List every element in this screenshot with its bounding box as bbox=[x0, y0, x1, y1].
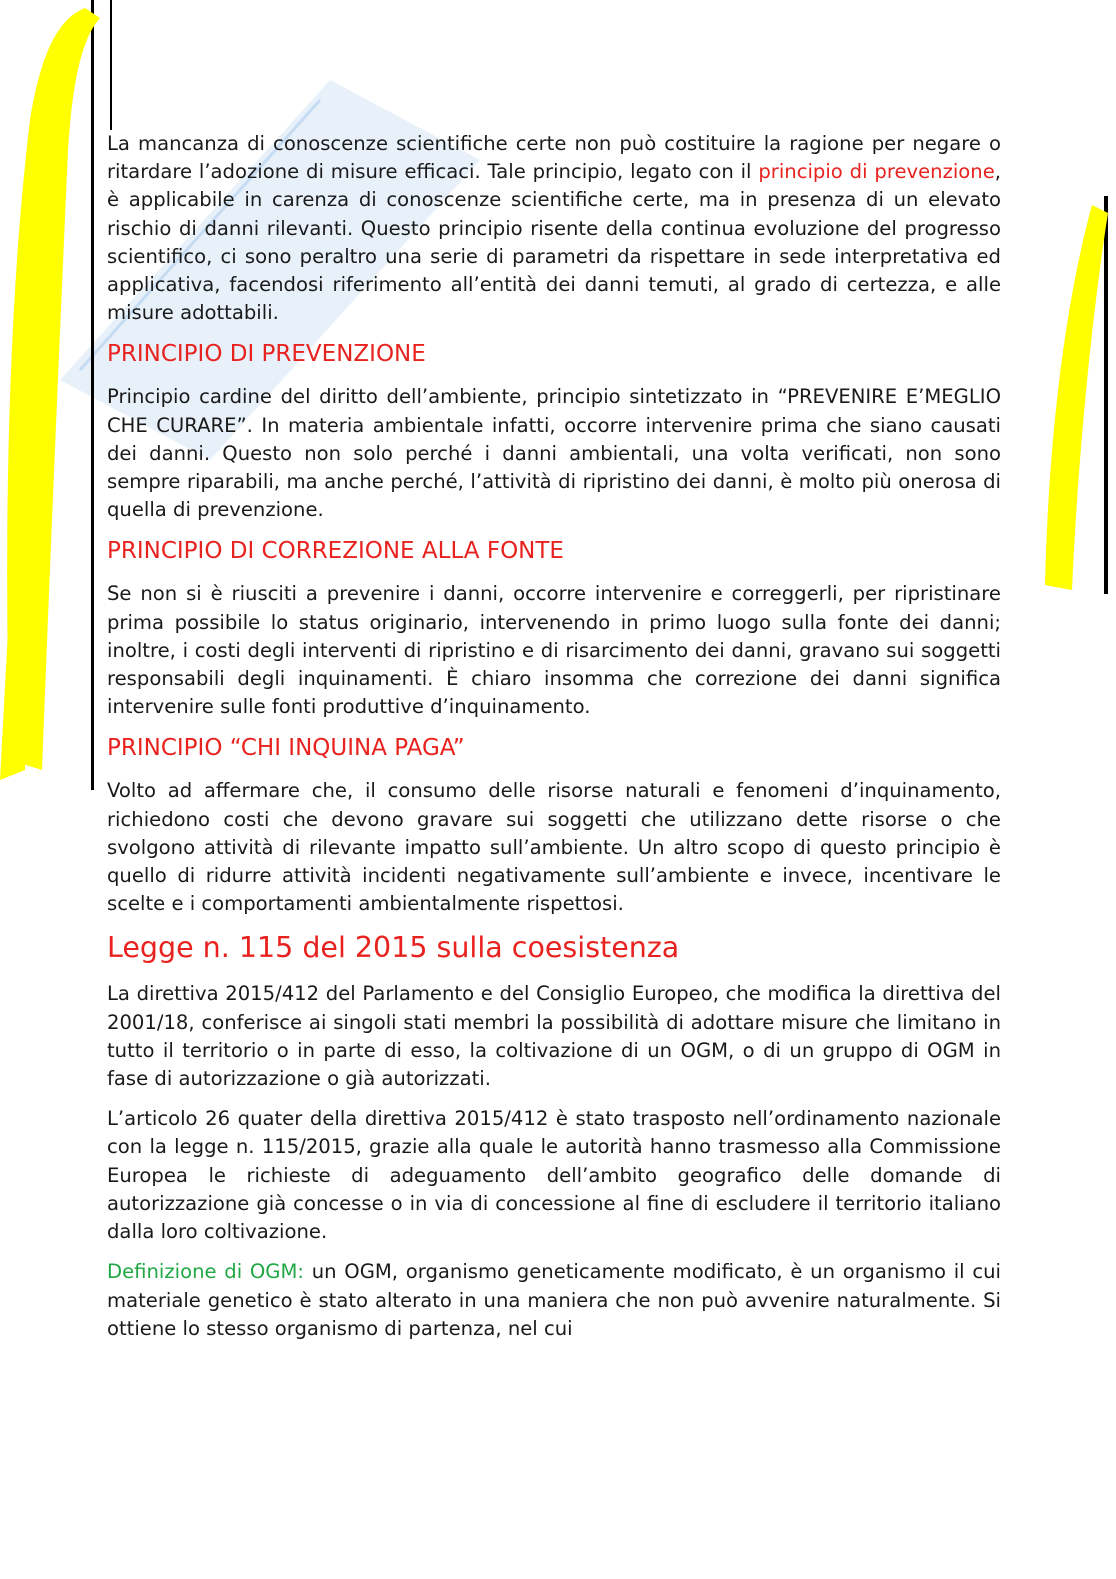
paragraph-direttiva: La direttiva 2015/412 del Parlamento e del Consiglio Europeo, che modifica la direttiva del 2001/18, conferisce ai singoli stati membri la possibilità di adottare misure che limitano in tutto il territorio o in parte di esso, la coltivazione di un OGM, o di un gruppo di OGM in fase di autorizzazione o già autorizzati. bbox=[107, 982, 1001, 1091]
paragraph-chi-inquina: Volto ad affermare che, il consumo delle risorse naturali e fenomeni d’inquinamento, richiedono costi che devono gravare sui soggetti che utilizzano dette risorse o che svolgono attività di rilevante impatto sull’ambiente. Un altro scopo di questo principio è quello di ridurre attività incidenti negativamente sull’ambiente e invece, incentivare le scelte e i comportamenti ambientalmente rispettosi. bbox=[107, 779, 1001, 916]
document-body bbox=[107, 130, 1001, 1355]
link-principio-prevenzione: principio di prevenzione bbox=[758, 160, 995, 184]
paragraph-text: La mancanza di conoscenze scientifiche certe non può costituire la ragione per negare o ritardare l’adozione di misure efficaci. Tale principio, legato con il bbox=[107, 132, 1001, 184]
paragraph-precaution bbox=[107, 130, 1001, 327]
paragraph-articolo-26: L’articolo 26 quater della direttiva 2015/412 è stato trasposto nell’ordinamento nazionale con la legge n. 115/2015, grazie alla quale le autorità hanno trasmesso alla Commissione Europea le richieste di adeguamento dell’ambito geografico delle domande di autorizzazione già concesse o in via di concessione al fine di escludere il territorio italiano dalla loro coltivazione. bbox=[107, 1107, 1001, 1244]
margin-tick-left bbox=[14, 518, 16, 550]
paragraph-definizione-ogm bbox=[107, 1258, 1001, 1343]
heading-legge-115: Legge n. 115 del 2015 sulla coesistenza bbox=[107, 931, 680, 965]
paragraph-correzione: Se non si è riusciti a prevenire i danni, occorre intervenire e correggerli, per ripristinare prima possibile lo status originario, intervenendo in primo luogo sulla fonte dei danni; inoltre, i costi degli interventi di ripristino e di risarcimento dei danni, gravano sui soggetti responsabili degli inquinamenti. È chiaro insomma che correzione dei danni significa intervenire sulle fonti produttive d’inquinamento. bbox=[107, 582, 1001, 719]
paragraph-text: , è applicabile in carenza di conoscenze scientifiche certe, ma in presenza di un elevato rischio di danni rilevanti. Questo principio risente della continua evoluzione del progresso scientifico, ci sono peraltro una serie di parametri da rispettare in sede interpretativa ed applicativa, facendosi riferimento all’entità dei danni temuti, al grado di certezza, e alle misure adottabili. bbox=[107, 160, 1001, 325]
highlighter-stroke-right bbox=[1030, 195, 1110, 600]
heading-correzione: PRINCIPIO DI CORREZIONE ALLA FONTE bbox=[107, 538, 564, 565]
paragraph-prevenzione: Principio cardine del diritto dell’ambiente, principio sintetizzato in “PREVENIRE E’MEGLIO CHE CURARE”. In materia ambientale infatti, occorre intervenire prima che siano causati dei danni. Questo non solo perché i danni ambientali, una volta verificati, non sono sempre riparabili, ma anche perché, l’attività di ripristino dei danni, è molto più onerosa di quella di prevenzione. bbox=[107, 385, 1001, 522]
heading-chi-inquina: PRINCIPIO “CHI INQUINA PAGA” bbox=[107, 735, 465, 762]
definition-label: Definizione di OGM: bbox=[107, 1260, 304, 1284]
heading-prevenzione: PRINCIPIO DI PREVENZIONE bbox=[107, 341, 426, 368]
margin-line-left bbox=[91, 0, 94, 790]
margin-line-right bbox=[1104, 196, 1108, 594]
margin-line-inner bbox=[110, 0, 112, 130]
paragraph-text: un OGM, organismo geneticamente modificato, è un organismo il cui materiale genetico è stato alterato in una maniera che non può avvenire naturalmente. Si ottiene lo stesso organismo di partenza, nel cui bbox=[107, 1260, 1001, 1340]
